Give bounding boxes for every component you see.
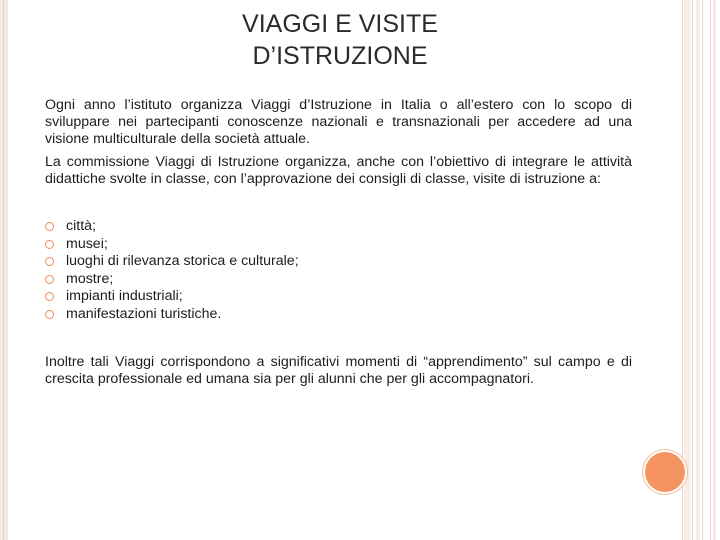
list-item <box>45 271 632 289</box>
circle-bullet-icon <box>45 275 54 284</box>
list-item-text: impianti industriali; <box>66 288 183 305</box>
slide-body <box>45 97 632 394</box>
list-item <box>45 218 632 236</box>
circle-bullet-icon <box>45 222 54 231</box>
right-border-line <box>702 0 703 540</box>
intro-paragraph: Ogni anno l’istituto organizza Viaggi d’Istruzione in Italia o all’estero con lo scopo di sviluppare nei partecipanti conoscenze nazionali e transnazionali per accedere ad una visione multiculturale della società attuale. <box>45 97 632 147</box>
circle-bullet-icon <box>45 310 54 319</box>
closing-paragraph: Inoltre tali Viaggi corrispondono a significativi momenti di “apprendimento” sul campo e di crescita professionale ed umana sia per gli alunni che per gli accompagnatori. <box>45 353 632 387</box>
left-border-decoration <box>0 0 8 540</box>
commission-paragraph: La commissione Viaggi di Istruzione organizza, anche con l’obiettivo di integrare le attività didattiche svolte in classe, con l’approvazione dei consigli di classe, visite di istruzione a: <box>45 154 632 187</box>
list-item-text: città; <box>66 218 96 234</box>
circle-bullet-icon <box>45 240 54 249</box>
right-border-band <box>696 0 700 540</box>
list-item <box>45 236 632 254</box>
list-item-text: luoghi di rilevanza storica e culturale; <box>66 253 299 270</box>
circle-bullet-icon <box>45 257 54 266</box>
list-item-text: musei; <box>66 235 108 252</box>
list-item <box>45 288 632 306</box>
decorative-circle-icon <box>643 450 687 494</box>
list-item <box>45 253 632 271</box>
title-line: D’ISTRUZIONE <box>252 42 428 70</box>
list-item <box>45 306 632 324</box>
bullet-list <box>45 218 632 324</box>
list-item-text: manifestazioni turistiche. <box>66 305 222 322</box>
left-border-line <box>3 0 4 540</box>
circle-bullet-icon <box>45 292 54 301</box>
right-border-line <box>692 0 693 540</box>
right-border-decoration <box>680 0 720 540</box>
right-border-band <box>713 0 716 540</box>
slide-title <box>150 8 530 72</box>
list-item-text: mostre; <box>66 270 114 287</box>
right-border-line <box>710 0 711 540</box>
right-border-band <box>684 0 690 540</box>
title-line: VIAGGI E VISITE <box>242 10 438 38</box>
